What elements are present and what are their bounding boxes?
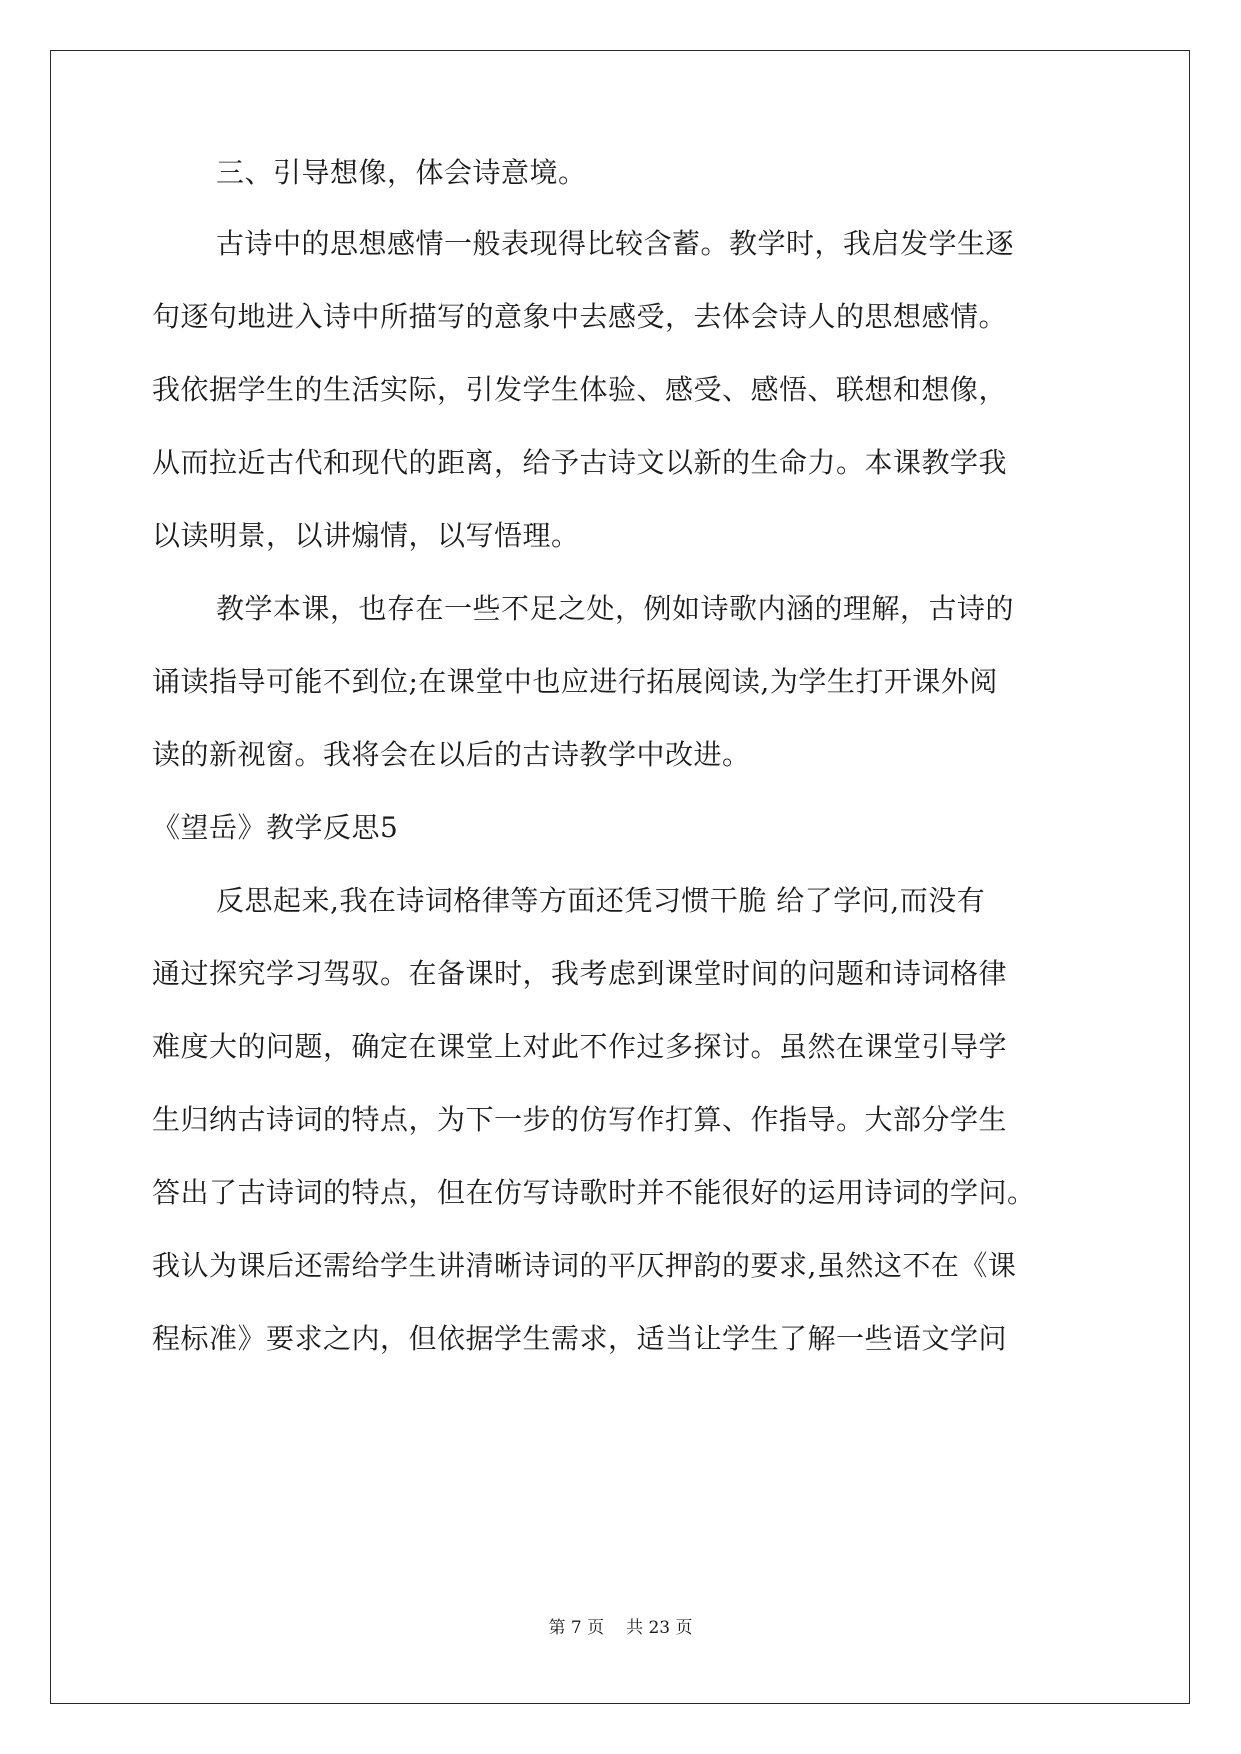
paragraph-line: 以读明景，以讲煽情，以写悟理。 <box>152 519 580 552</box>
paragraph-line: 我认为课后还需给学生讲清晰诗词的平仄押韵的要求,虽然这不在《课 <box>152 1249 1017 1282</box>
paragraph-line: 程标准》要求之内，但依据学生需求，适当让学生了解一些语文学问 <box>152 1322 1008 1355</box>
page-number: 第 7 页 <box>548 1618 605 1638</box>
page-footer <box>0 1616 1241 1640</box>
paragraph-line: 教学本课，也存在一些不足之处，例如诗歌内涵的理解，古诗的 <box>216 592 1015 625</box>
page-total: 共 23 页 <box>626 1618 693 1638</box>
paragraph-line: 通过探究学习驾驭。在备课时，我考虑到课堂时间的问题和诗词格律 <box>152 957 1008 990</box>
paragraph-line: 诵读指导可能不到位;在课堂中也应进行拓展阅读,为学生打开课外阅 <box>152 665 998 698</box>
paragraph-line: 古诗中的思想感情一般表现得比较含蓄。教学时，我启发学生逐 <box>216 227 1015 260</box>
paragraph-line: 难度大的问题，确定在课堂上对此不作过多探讨。虽然在课堂引导学 <box>152 1030 1008 1063</box>
paragraph-line: 读的新视窗。我将会在以后的古诗教学中改进。 <box>152 738 751 771</box>
paragraph-line: 答出了古诗词的特点，但在仿写诗歌时并不能很好的运用诗词的学问。 <box>152 1176 1036 1209</box>
paragraph-line: 我依据学生的生活实际，引发学生体验、感受、感悟、联想和想像， <box>152 373 1008 406</box>
paragraph-line: 句逐句地进入诗中所描写的意象中去感受，去体会诗人的思想感情。 <box>152 300 1008 333</box>
section-heading: 三、引导想像，体会诗意境。 <box>216 156 587 189</box>
paragraph-line: 从而拉近古代和现代的距离，给予古诗文以新的生命力。本课教学我 <box>152 446 1008 479</box>
article-title: 《望岳》教学反思5 <box>152 811 399 844</box>
paragraph-line: 反思起来,我在诗词格律等方面还凭习惯干脆 给了学问,而没有 <box>216 884 986 917</box>
paragraph-line: 生归纳古诗词的特点，为下一步的仿写作打算、作指导。大部分学生 <box>152 1103 1008 1136</box>
